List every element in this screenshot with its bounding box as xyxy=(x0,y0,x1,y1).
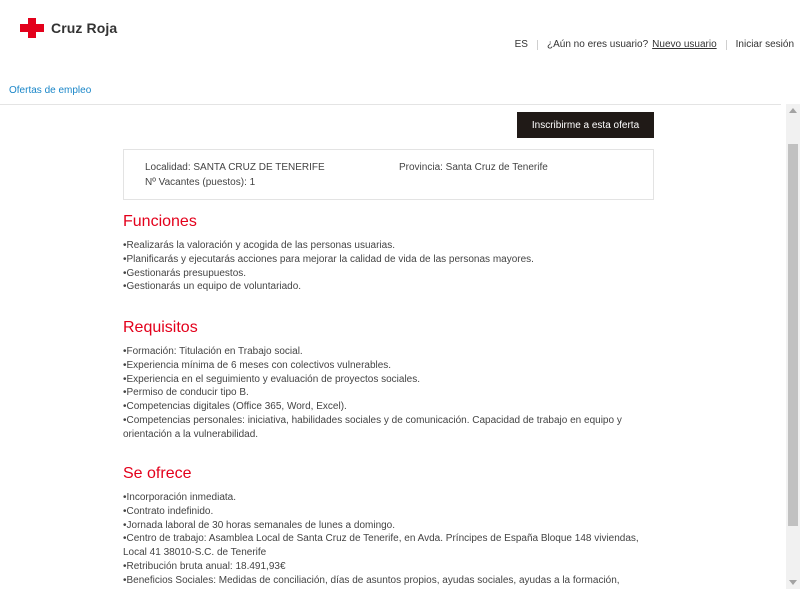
section-title: Requisitos xyxy=(123,319,198,336)
list-item: • Formación: Titulación en Trabajo social. xyxy=(123,345,643,359)
brand-name: Cruz Roja xyxy=(51,20,118,36)
breadcrumb-job-offers[interactable]: Ofertas de empleo xyxy=(9,85,92,96)
localidad: Localidad: SANTA CRUZ DE TENERIFE xyxy=(145,162,325,173)
list-item: • Contrato indefinido. xyxy=(123,505,643,519)
divider xyxy=(537,40,538,50)
not-user-text: ¿Aún no eres usuario? xyxy=(546,39,649,50)
list-item: • Experiencia mínima de 6 meses con colectivos vulnerables. xyxy=(123,359,643,373)
scroll-up-arrow-icon[interactable] xyxy=(789,108,797,113)
login-link[interactable]: Iniciar sesión xyxy=(735,39,794,50)
vertical-scrollbar[interactable] xyxy=(786,104,800,589)
list-item: • Jornada laboral de 30 horas semanales de lunes a domingo. xyxy=(123,519,643,533)
header-divider xyxy=(0,104,781,105)
list-item: • Incorporación inmediata. xyxy=(123,491,643,505)
offer-info-box xyxy=(123,149,654,200)
list-item: • Experiencia en el seguimiento y evaluación de proyectos sociales. xyxy=(123,373,643,387)
language-selector[interactable]: ES xyxy=(514,39,528,50)
list-item: • Planificarás y ejecutarás acciones para mejorar la calidad de vida de las personas mayores. xyxy=(123,253,643,267)
list-item: • Permiso de conducir tipo B. xyxy=(123,386,643,400)
list-item: • Retribución bruta anual: 18.491,93€ xyxy=(123,560,643,574)
section-requisitos xyxy=(123,318,643,442)
list-item: • Gestionarás presupuestos. xyxy=(123,267,643,281)
red-cross-icon xyxy=(20,18,44,38)
top-nav xyxy=(515,39,794,50)
scroll-thumb[interactable] xyxy=(788,144,798,526)
divider xyxy=(726,40,727,50)
list-item: • Centro de trabajo: Asamblea Local de Santa Cruz de Tenerife, en Avda. Príncipes de España Bloque 148 viviendas, Local 41 38010-S.C. de Tenerife xyxy=(123,532,643,560)
list-item: • Competencias personales: iniciativa, habilidades sociales y de comunicación. Capacidad de trabajo en equipo y orientación a la vulnerabilidad. xyxy=(123,414,643,442)
section-title: Se ofrece xyxy=(123,465,192,482)
section-title: Funciones xyxy=(123,213,197,230)
scroll-down-arrow-icon[interactable] xyxy=(789,580,797,585)
register-link[interactable]: Nuevo usuario xyxy=(652,39,717,50)
list-item: • Competencias digitales (Office 365, Word, Excel). xyxy=(123,400,643,414)
list-item: • Realizarás la valoración y acogida de las personas usuarias. xyxy=(123,239,643,253)
section-funciones xyxy=(123,212,643,294)
list-item: • Gestionarás un equipo de voluntariado. xyxy=(123,280,643,294)
vacantes: Nº Vacantes (puestos): 1 xyxy=(145,177,256,188)
section-se-ofrece xyxy=(123,464,643,588)
list-item: • Beneficios Sociales: Medidas de conciliación, días de asuntos propios, ayudas sociales, ayudas a la formación, xyxy=(123,574,643,588)
cruz-roja-logo[interactable] xyxy=(20,18,117,38)
provincia: Provincia: Santa Cruz de Tenerife xyxy=(399,162,548,173)
apply-button[interactable]: Inscribirme a esta oferta xyxy=(517,112,654,138)
